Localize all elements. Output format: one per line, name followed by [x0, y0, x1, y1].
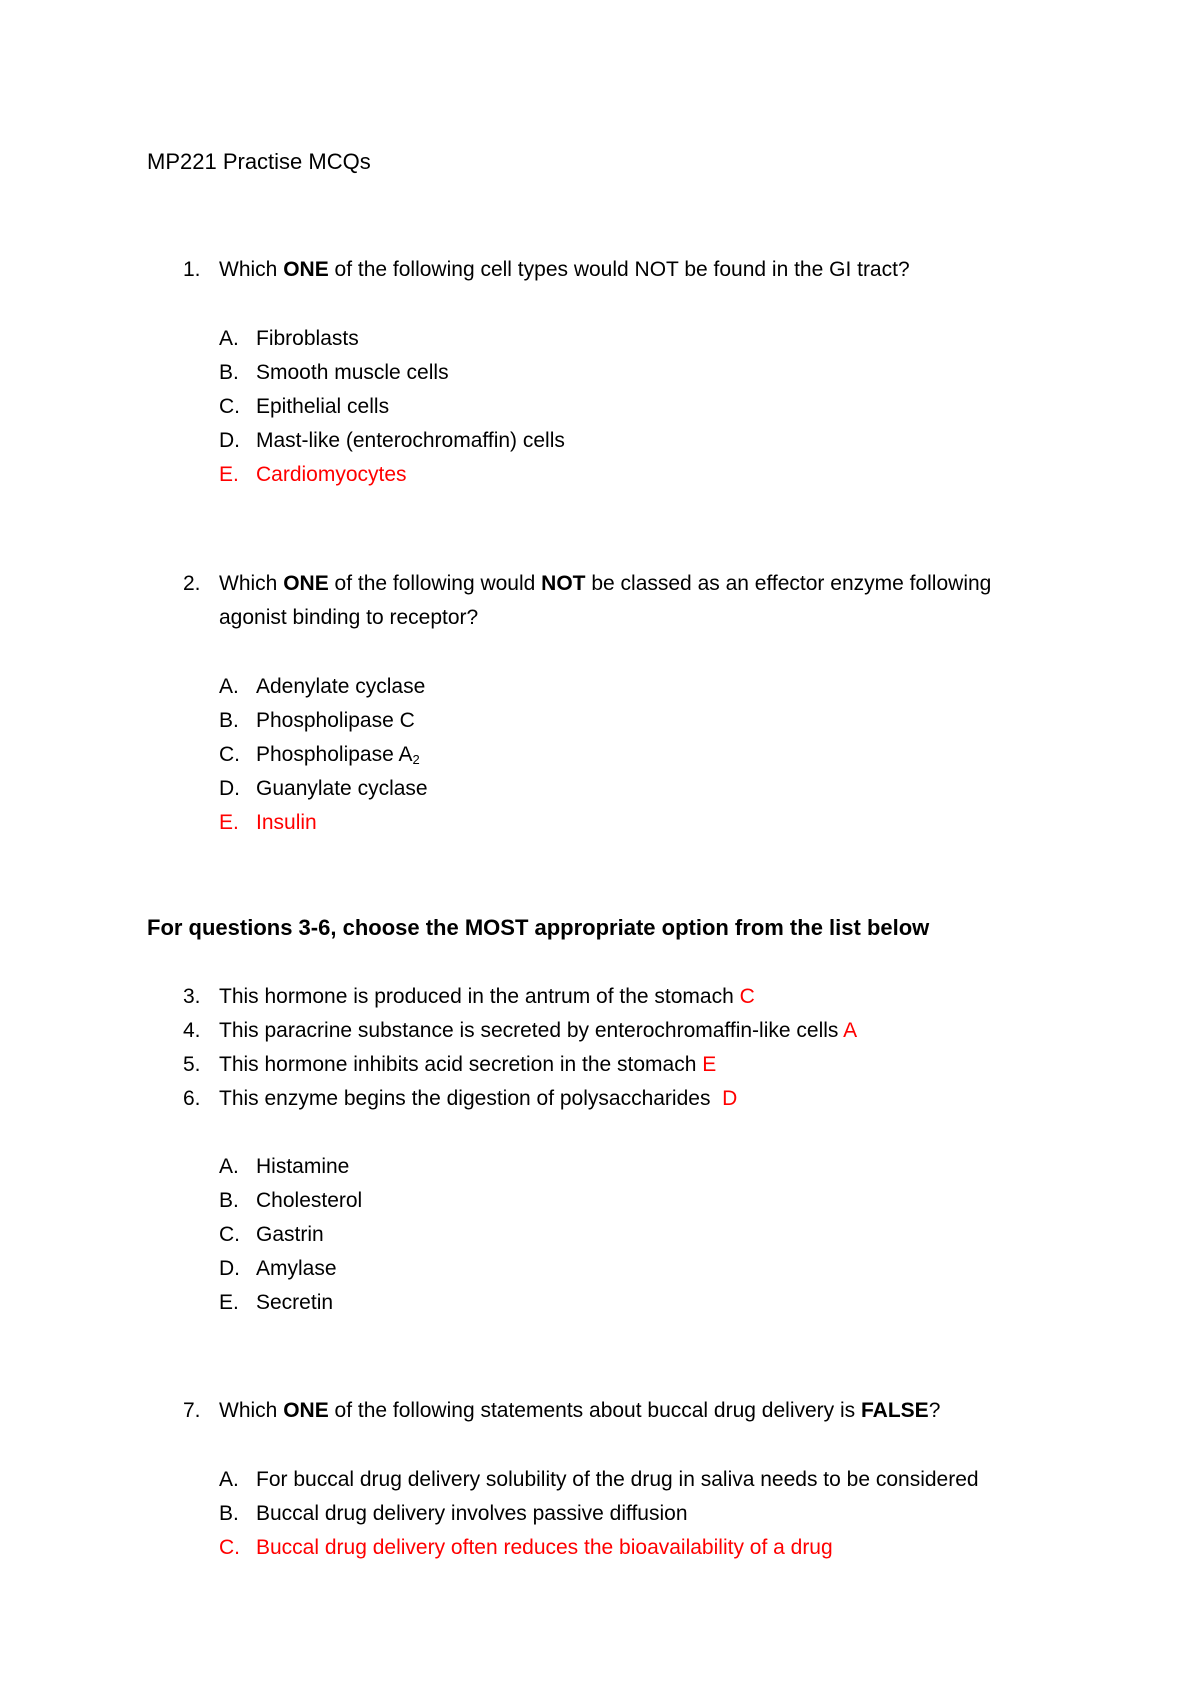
option-text: Secretin	[256, 1291, 334, 1314]
question-text: Which ONE of the following would NOT be classed as an effector enzyme following	[219, 572, 992, 595]
question-text: This hormone inhibits acid secretion in the stomach E	[219, 1053, 717, 1076]
option-letter: B.	[219, 361, 239, 384]
question-text: This hormone is produced in the antrum of the stomach C	[219, 985, 755, 1008]
option-letter: D.	[219, 1257, 240, 1280]
question-text: agonist binding to receptor?	[219, 606, 479, 629]
option-text: Mast-like (enterochromaffin) cells	[256, 429, 565, 452]
question-number: 6.	[183, 1087, 201, 1110]
option-text: Cardiomyocytes	[256, 463, 407, 486]
option-letter: A.	[219, 1468, 239, 1491]
option-text: Amylase	[256, 1257, 337, 1280]
option-text: Phospholipase $A_2$	[256, 743, 420, 767]
option-text: Buccal drug delivery often reduces the bioavailability of a drug	[256, 1536, 833, 1559]
question-number: 5.	[183, 1053, 201, 1076]
option-letter: A.	[219, 327, 239, 350]
answer-key: C	[739, 985, 755, 1008]
option-text: Fibroblasts	[256, 327, 359, 350]
option-letter: D.	[219, 429, 240, 452]
question-number: 4.	[183, 1019, 201, 1042]
option-letter: E.	[219, 811, 239, 834]
option-letter: C.	[219, 743, 240, 766]
option-letter: D.	[219, 777, 240, 800]
option-letter: B.	[219, 1189, 239, 1212]
question-text: This paracrine substance is secreted by enterochromaffin-like cells A	[219, 1019, 858, 1042]
option-text: Cholesterol	[256, 1189, 363, 1212]
option-letter: A.	[219, 675, 239, 698]
option-text: Adenylate cyclase	[256, 675, 426, 698]
question-number: 2.	[183, 572, 201, 595]
option-text: Buccal drug delivery involves passive diffusion	[256, 1502, 688, 1525]
question-text: This enzyme begins the digestion of polysaccharides D	[219, 1087, 738, 1110]
question-text: Which ONE of the following cell types would NOT be found in the GI tract?	[219, 258, 910, 281]
option-text: Phospholipase C	[256, 709, 415, 732]
section-heading: For questions 3-6, choose the MOST appropriate option from the list below	[147, 915, 930, 940]
question-text: Which ONE of the following statements about buccal drug delivery is FALSE?	[219, 1399, 941, 1422]
subscript: 2	[412, 752, 420, 767]
answer-key: E	[702, 1053, 717, 1076]
option-text: Insulin	[256, 811, 317, 834]
option-text: For buccal drug delivery solubility of the drug in saliva needs to be considered	[256, 1468, 979, 1491]
answer-key: D	[722, 1087, 738, 1110]
option-letter: E.	[219, 463, 239, 486]
option-text: Guanylate cyclase	[256, 777, 428, 800]
question-number: 1.	[183, 258, 201, 281]
option-letter: C.	[219, 1536, 240, 1559]
option-letter: E.	[219, 1291, 239, 1314]
page-title: MP221 Practise MCQs	[147, 149, 371, 174]
question-number: 3.	[183, 985, 201, 1008]
option-letter: A.	[219, 1155, 239, 1178]
option-letter: C.	[219, 1223, 240, 1246]
option-text: Epithelial cells	[256, 395, 390, 418]
option-letter: C.	[219, 395, 240, 418]
option-text: Smooth muscle cells	[256, 361, 449, 384]
option-text: Gastrin	[256, 1223, 324, 1246]
question-number: 7.	[183, 1399, 201, 1422]
option-letter: B.	[219, 709, 239, 732]
answer-key: A	[843, 1019, 858, 1042]
option-text: Histamine	[256, 1155, 350, 1178]
option-letter: B.	[219, 1502, 239, 1525]
